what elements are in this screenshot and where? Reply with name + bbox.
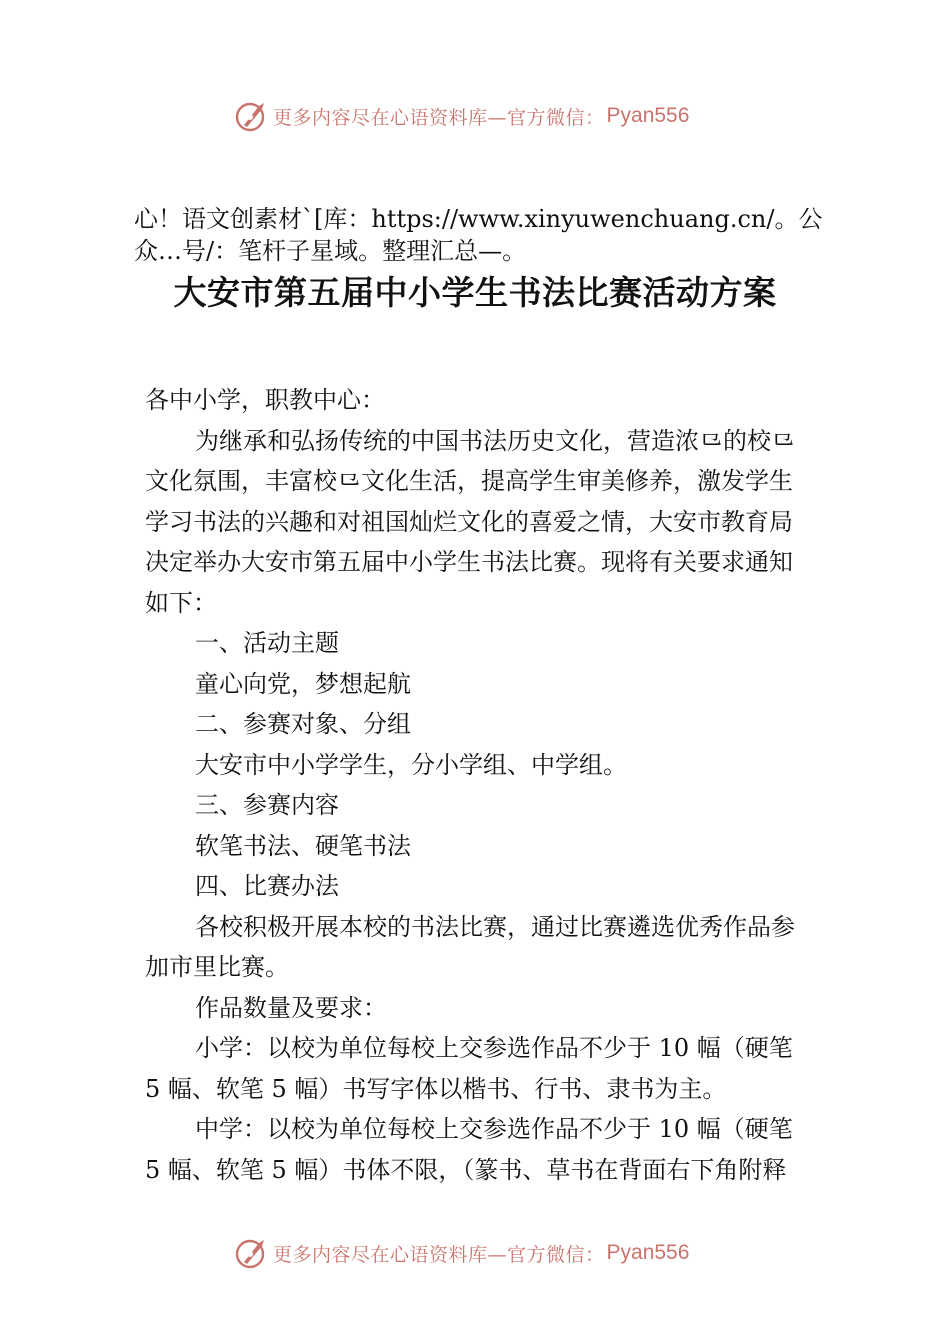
body-paragraph: 作品数量及要求： <box>195 993 387 1022</box>
watermark-wechat-id: Pyan556 <box>606 1241 690 1264</box>
body-paragraph: 大安市中小学学生，分小学组、中学组。 <box>195 750 627 779</box>
section-heading: 四、比赛办法 <box>195 872 339 900</box>
watermark-wechat-id: Pyan556 <box>606 104 690 127</box>
watermark-text: 更多内容尽在心语资料库—官方微信： <box>273 1243 605 1266</box>
pen-logo-icon <box>235 99 269 133</box>
body-paragraph: 软笔书法、硬笔书法 <box>195 831 411 860</box>
body-paragraph: 中学：以校为单位每校上交参选作品不少于 10 幅（硬笔 5 幅、软笔 5 幅）书体不限，（篆书、草书在背面右下角附释 <box>145 1115 793 1184</box>
body-paragraph: 为继承和弘扬传统的中国书法历史文化，营造浓⺋的校⺋文化氛围，丰富校⺋文化生活，提高学生审美修养，激发学生学习书法的兴趣和对祖国灿烂文化的喜爱之情，大安市教育局决定举办大安市第五届中小学生书法比赛。现将有关要求通知如下： <box>145 426 795 617</box>
document-title: 大安市第五届中小学生书法比赛活动方案 <box>173 273 777 312</box>
body-paragraph: 童心向党，梦想起航 <box>195 669 411 698</box>
header-watermark <box>235 96 689 136</box>
section-heading: 三、参赛内容 <box>195 791 339 819</box>
watermark-text: 更多内容尽在心语资料库—官方微信： <box>273 106 605 129</box>
body-paragraph: 小学：以校为单位每校上交参选作品不少于 10 幅（硬笔 5 幅、软笔 5 幅）书写字体以楷书、行书、隶书为主。 <box>145 1034 793 1103</box>
footer-watermark <box>235 1233 689 1273</box>
body-paragraph: 各校积极开展本校的书法比赛，通过比赛遴选优秀作品参加市里比赛。 <box>145 912 795 981</box>
body-paragraph: 各中小学，职教中心： <box>145 386 385 414</box>
section-heading: 一、活动主题 <box>195 629 339 657</box>
document-body <box>145 380 810 1190</box>
pen-logo-icon <box>235 1236 269 1270</box>
source-note: 心！语文创素材`[库：https://www.xinyuwenchuang.cn/。公众…号/：笔杆子星域。整理汇总—。 <box>134 205 823 265</box>
section-heading: 二、参赛对象、分组 <box>195 710 411 738</box>
